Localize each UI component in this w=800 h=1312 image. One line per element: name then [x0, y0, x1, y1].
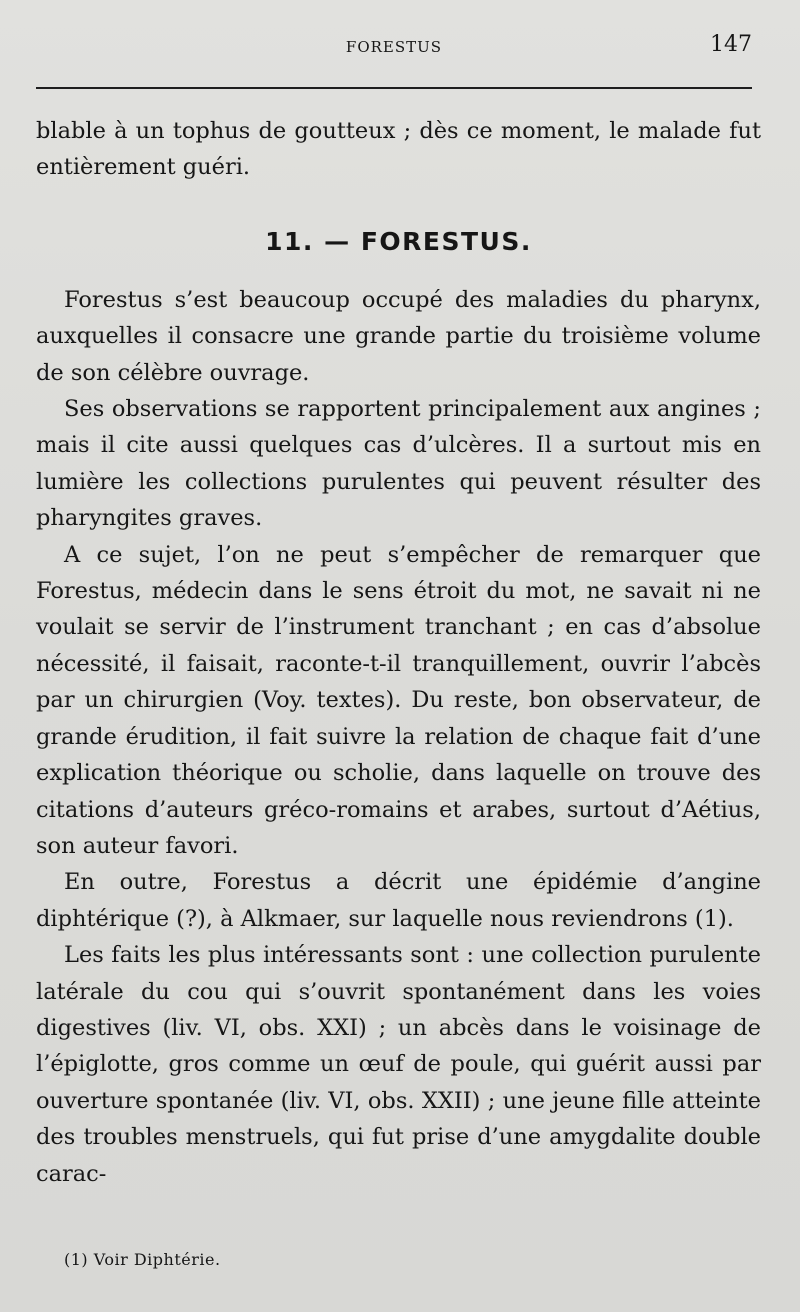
body-text: [36, 113, 761, 1192]
paragraph: Ses observations se rapportent principalement aux angines ; mais il cite aussi quelques cas d’ulcères. Il a surtout mis en lumière les collections purulentes qui peuvent résulter des pharyngites graves.: [36, 396, 761, 532]
paragraph: A ce sujet, l’on ne peut s’empêcher de remarquer que Forestus, médecin dans le sens étroit du mot, ne savait ni ne voulait se servir de l’instrument tranchant ; en cas d’absolue nécessité, il faisait, raconte-t-il tranquillement, ouvrir l’abcès par un chirurgien (Voy. textes). Du reste, bon observateur, de grande érudition, il fait suivre la relation de chaque fait d’une explication théorique ou scholie, dans laquelle on trouve des citations d’auteurs gréco-romains et arabes, surtout d’Aétius, son auteur favori.: [36, 541, 761, 859]
page-number: 147: [710, 32, 752, 57]
footnote: (1) Voir Diphtérie.: [64, 1250, 221, 1269]
continuation-paragraph: blable à un tophus de goutteux ; dès ce moment, le malade fut entièrement guéri.: [36, 118, 761, 181]
paragraph: Forestus s’est beaucoup occupé des maladies du pharynx, auxquelles il consacre une grande partie du troisième volume de son célèbre ouvrage.: [36, 286, 761, 386]
header-rule: [36, 87, 752, 89]
running-title: FORESTUS: [345, 38, 443, 56]
paragraph: Les faits les plus intéressants sont : une collection purulente latérale du cou qui s’ouvrit spontanément dans les voies digestives (liv. VI, obs. XXI) ; un abcès dans le voisinage de l’épiglotte, gros comme un œuf de poule, qui guérit aussi par ouverture spontanée (liv. VI, obs. XXII) ; une jeune fille atteinte des troubles menstruels, qui fut prise d’une amygdalite double carac-: [36, 942, 761, 1187]
paragraph: En outre, Forestus a décrit une épidémie d’angine diphtérique (?), à Alkmaer, sur laquelle nous reviendrons (1).: [36, 869, 761, 932]
section-heading: 11. — FORESTUS.: [265, 226, 532, 256]
running-head: [36, 30, 752, 70]
